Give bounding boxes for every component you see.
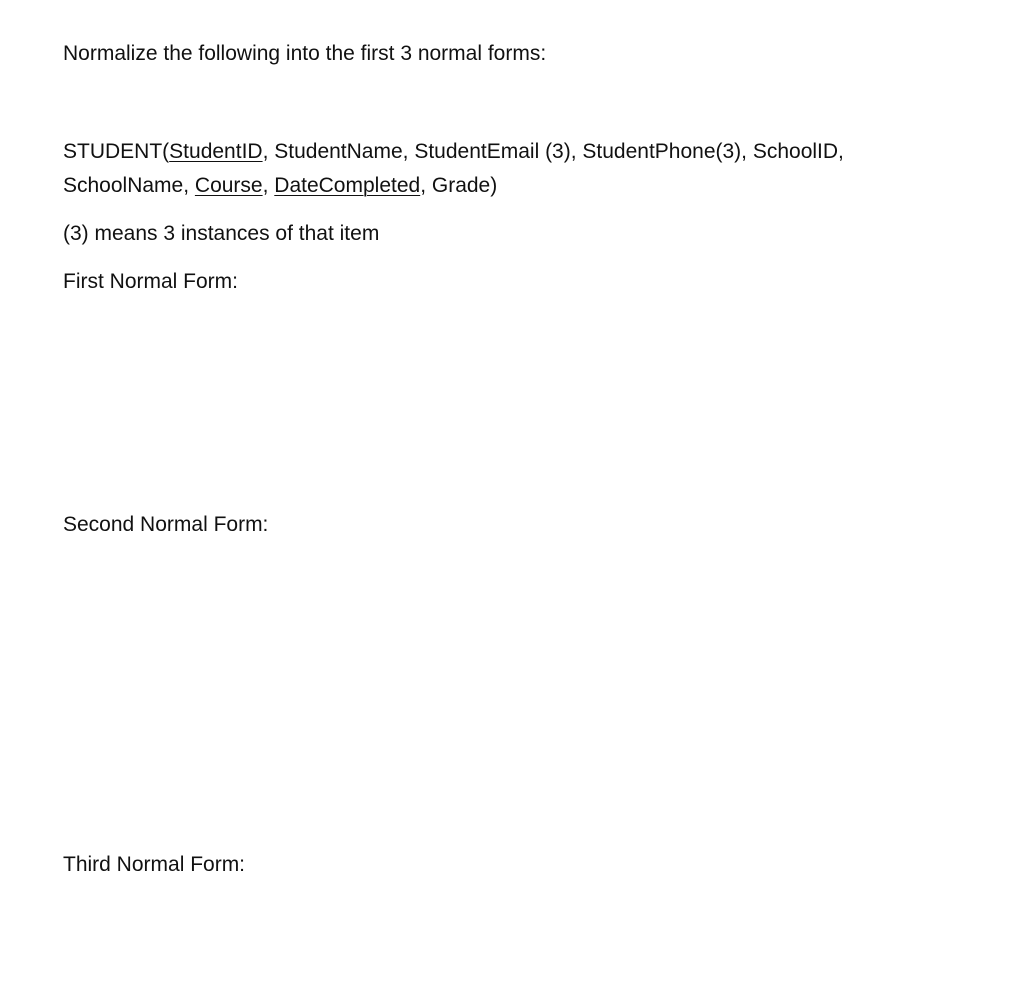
relation-line-2 <box>63 172 497 200</box>
first-normal-form-heading: First Normal Form: <box>63 270 238 293</box>
instances-note: (3) means 3 instances of that item <box>63 222 380 245</box>
primary-key-course: Course <box>194 174 263 197</box>
relation-attributes-line-2-start: SchoolName, <box>63 174 195 197</box>
second-normal-form-heading: Second Normal Form: <box>63 513 269 536</box>
instruction-text: Normalize the following into the first 3 normal forms: <box>63 42 547 65</box>
relation-line-1 <box>63 138 844 166</box>
relation-attributes-line-2-end: , Grade) <box>420 174 498 197</box>
relation-attributes-line-1: , StudentName, StudentEmail (3), StudentPhone(3), SchoolID, <box>262 140 844 163</box>
third-normal-form-heading: Third Normal Form: <box>63 853 246 876</box>
primary-key-student-id: StudentID <box>169 140 263 163</box>
relation-prefix: STUDENT( <box>63 140 170 163</box>
relation-separator: , <box>262 174 275 197</box>
primary-key-date-completed: DateCompleted <box>274 174 421 197</box>
